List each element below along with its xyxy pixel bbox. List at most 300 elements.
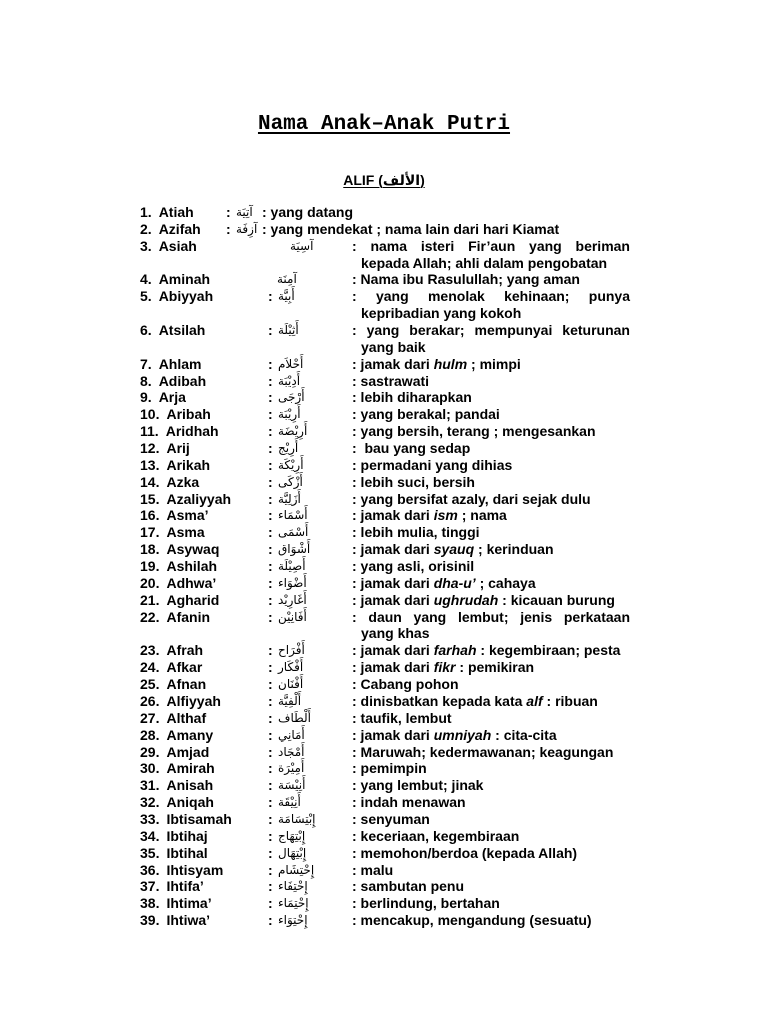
list-item	[0, 794, 768, 811]
entry-name: Asma	[166, 524, 205, 541]
entry-label	[140, 760, 215, 777]
list-item	[0, 204, 768, 221]
separator: :	[268, 490, 273, 507]
meaning-text: : kicauan burung	[498, 591, 615, 608]
meaning-text: : berlindung, bertahan	[352, 895, 500, 912]
meaning-term: hulm	[433, 355, 468, 372]
meaning-line	[352, 406, 500, 423]
entry-label	[140, 811, 232, 828]
meaning-text: : permadani yang dihias	[352, 456, 513, 473]
entry-meaning	[352, 524, 480, 541]
entry-arabic: آسِيَة	[290, 238, 314, 253]
entry-arabic: أَنِيْسَة	[278, 778, 306, 793]
entry-meaning	[352, 676, 459, 693]
meaning-text: : bau yang sedap	[352, 440, 471, 457]
entry-arabic: أَفَانِيْن	[278, 609, 307, 624]
meaning-text: : yang datang	[262, 204, 354, 220]
meaning-line	[352, 895, 500, 912]
meaning-line	[352, 238, 630, 255]
meaning-term: ughrudah	[433, 591, 499, 608]
entry-name: Arja	[158, 389, 186, 406]
entry-arabic: أَفْكَار	[278, 660, 304, 675]
meaning-term: syauq	[433, 541, 475, 558]
entry-meaning	[352, 895, 500, 912]
separator: :	[268, 743, 273, 760]
entry-number: 1.	[140, 204, 152, 220]
entry-meaning	[352, 389, 472, 406]
entry-label	[140, 423, 219, 440]
entry-label	[140, 693, 221, 710]
entry-meaning	[352, 356, 521, 373]
entry-label	[140, 659, 202, 676]
meaning-text: : kegembiraan; pesta	[476, 642, 621, 659]
list-item	[0, 373, 768, 390]
entry-number: 19.	[140, 558, 160, 575]
meaning-line	[352, 912, 592, 929]
list-item	[0, 423, 768, 440]
entry-number: 28.	[140, 726, 160, 743]
entry-label	[140, 204, 194, 221]
entry-meaning	[352, 744, 613, 761]
entry-name: Abiyyah	[158, 288, 214, 305]
entry-meaning	[352, 710, 452, 727]
entry-label	[140, 238, 197, 255]
meaning-line	[352, 760, 427, 777]
meaning-term: dha-u’	[433, 574, 476, 591]
entry-label	[140, 592, 219, 609]
meaning-line	[352, 828, 519, 845]
entry-arabic: أَلْفِيَّة	[278, 693, 302, 708]
entry-arabic: أَصِيْلَة	[278, 559, 306, 574]
entry-meaning	[352, 271, 580, 288]
separator: :	[268, 709, 273, 726]
entry-name: Adhwa’	[166, 574, 217, 591]
entry-label	[140, 862, 223, 879]
meaning-text: : jamak dari	[352, 659, 434, 676]
entry-arabic: آتِيَة	[236, 205, 253, 219]
meaning-text: : lebih diharapkan	[352, 389, 472, 406]
entry-meaning	[352, 322, 630, 356]
entry-meaning	[352, 794, 466, 811]
entry-number: 11.	[140, 423, 159, 440]
list-item	[0, 474, 768, 491]
separator: :	[268, 406, 273, 423]
entry-number: 20.	[140, 574, 160, 591]
name-list	[0, 204, 768, 944]
meaning-text: : pemikiran	[455, 659, 535, 676]
meaning-term: alf	[526, 692, 543, 709]
entry-name: Ibtihal	[166, 844, 208, 861]
separator: :	[268, 440, 273, 457]
entry-name: Ibtisamah	[166, 810, 232, 827]
entry-label	[140, 406, 211, 423]
entry-label	[140, 389, 186, 406]
entry-label	[140, 474, 199, 491]
entry-number: 32.	[140, 794, 160, 811]
meaning-line	[352, 389, 472, 406]
entry-label	[140, 912, 210, 929]
entry-name: Agharid	[166, 591, 220, 608]
meaning-line	[352, 507, 507, 524]
entry-name: Amjad	[166, 743, 210, 760]
separator: :	[268, 912, 273, 929]
section-heading: ALIF (الألف)	[343, 172, 425, 188]
entry-label	[140, 878, 204, 895]
separator: :	[268, 608, 273, 625]
meaning-line	[352, 609, 630, 626]
list-item	[0, 828, 768, 845]
meaning-text: : mencakup, mengandung (sesuatu)	[352, 912, 592, 929]
meaning-line	[352, 474, 475, 491]
entry-label	[140, 373, 206, 390]
entry-name: Asywaq	[166, 541, 220, 558]
meaning-text: : cita-cita	[491, 726, 557, 743]
entry-label	[140, 558, 217, 575]
entry-name: Anisah	[166, 777, 214, 794]
meaning-text: : jamak dari	[352, 574, 434, 591]
entry-label	[140, 777, 213, 794]
meaning-text: : jamak dari	[352, 355, 434, 372]
entry-number: 16.	[140, 507, 160, 524]
entry-arabic: إِحْتِفَاء	[278, 879, 308, 894]
entry-label	[140, 271, 210, 288]
entry-name: Aribah	[166, 406, 211, 423]
meaning-line	[352, 356, 521, 373]
separator: :	[268, 659, 273, 676]
list-item	[0, 862, 768, 879]
entry-name: Adibah	[158, 372, 207, 389]
list-item	[0, 609, 768, 643]
entry-label	[140, 744, 209, 761]
entry-number: 15.	[140, 490, 160, 507]
separator: :	[268, 558, 273, 575]
list-item	[0, 322, 768, 356]
entry-name: Azifah	[158, 220, 201, 237]
entry-number: 7.	[140, 355, 152, 372]
entry-arabic: أَرِيْكَة	[278, 457, 304, 472]
separator: :	[268, 355, 273, 372]
entry-label	[140, 440, 190, 457]
separator: :	[268, 895, 273, 912]
meaning-line	[352, 845, 577, 862]
entry-number: 2.	[140, 220, 152, 237]
list-item	[0, 457, 768, 474]
separator: :	[268, 524, 273, 541]
entry-meaning	[352, 558, 474, 575]
list-item	[0, 541, 768, 558]
meaning-text: : Nama ibu Rasulullah; yang aman	[352, 271, 580, 288]
list-item	[0, 558, 768, 575]
entry-number: 10.	[140, 406, 160, 423]
entry-meaning	[352, 592, 615, 609]
meaning-text: : jamak dari	[352, 541, 434, 558]
meaning-text: kepada Allah; ahli dalam pengobatan	[361, 254, 608, 271]
entry-meaning	[352, 760, 427, 777]
entry-arabic: آزِفَة	[236, 221, 258, 236]
meaning-line	[352, 373, 429, 390]
entry-number: 25.	[140, 676, 160, 693]
meaning-text: yang khas	[361, 625, 430, 642]
meaning-line	[352, 271, 580, 288]
list-item	[0, 710, 768, 727]
meaning-line	[262, 204, 353, 221]
separator: :	[268, 810, 273, 827]
meaning-term: fikr	[433, 659, 456, 676]
entry-number: 13.	[140, 456, 160, 473]
list-item	[0, 288, 768, 322]
meaning-line	[352, 710, 452, 727]
separator: :	[268, 878, 273, 895]
meaning-text: : senyuman	[352, 810, 430, 827]
entry-number: 17.	[140, 524, 160, 541]
entry-number: 9.	[140, 389, 152, 406]
meaning-text: : keceriaan, kegembiraan	[352, 827, 520, 844]
entry-arabic: أَفْنَان	[278, 677, 304, 692]
entry-label	[140, 845, 208, 862]
separator: :	[268, 844, 273, 861]
meaning-line	[352, 862, 393, 879]
list-item	[0, 878, 768, 895]
separator: :	[268, 541, 273, 558]
meaning-line	[352, 676, 459, 693]
entry-arabic: أَلْطَاف	[278, 710, 311, 725]
separator: :	[268, 423, 273, 440]
list-item	[0, 356, 768, 373]
page-title: Nama Anak–Anak Putri	[257, 113, 511, 136]
entry-arabic: أَرِيْضَة	[278, 424, 308, 439]
entry-meaning	[352, 474, 475, 491]
meaning-line	[352, 322, 630, 339]
entry-meaning	[352, 811, 430, 828]
entry-name: Azaliyyah	[166, 490, 232, 507]
list-item	[0, 642, 768, 659]
entry-number: 35.	[140, 844, 160, 861]
entry-arabic: آمِنَة	[277, 272, 297, 287]
entry-arabic: أَفْرَاح	[278, 643, 305, 658]
separator: :	[268, 288, 273, 305]
entry-meaning	[352, 423, 596, 440]
entry-arabic: أَشْوَاق	[278, 542, 311, 557]
entry-name: Asma’	[166, 507, 209, 524]
meaning-term: farhah	[433, 642, 477, 659]
meaning-text: : yang menolak kehinaan; punya	[352, 288, 630, 305]
entry-name: Azka	[166, 473, 200, 490]
list-item	[0, 659, 768, 676]
entry-meaning	[352, 642, 620, 659]
entry-meaning	[352, 727, 557, 744]
entry-arabic: أَبِيَّة	[278, 289, 295, 304]
entry-label	[140, 676, 206, 693]
entry-number: 12.	[140, 440, 160, 457]
entry-name: Atiah	[158, 204, 194, 220]
entry-meaning	[352, 457, 512, 474]
entry-label	[140, 524, 205, 541]
entry-label	[140, 288, 213, 305]
separator: :	[268, 574, 273, 591]
entry-label	[140, 609, 210, 626]
entry-name: Afkar	[166, 659, 203, 676]
list-item	[0, 727, 768, 744]
entry-label	[140, 491, 231, 508]
list-item	[0, 406, 768, 423]
meaning-text: : yang berakal; pandai	[352, 406, 500, 423]
meaning-line	[352, 491, 591, 508]
entry-name: Arij	[166, 440, 190, 457]
separator: :	[268, 861, 273, 878]
entry-meaning	[352, 373, 429, 390]
meaning-text: ; mimpi	[467, 355, 521, 372]
meaning-text: : daun yang lembut; jenis perkataan	[352, 608, 630, 625]
separator: :	[268, 777, 273, 794]
entry-arabic: إِحْتِمَاء	[278, 896, 309, 911]
meaning-line	[352, 339, 630, 356]
entry-name: Ihtiwa’	[166, 912, 211, 929]
list-item	[0, 744, 768, 761]
meaning-text: : dinisbatkan kepada kata	[352, 692, 527, 709]
meaning-text: : yang bersifat azaly, dari sejak dulu	[352, 490, 591, 507]
entry-label	[140, 794, 214, 811]
meaning-line	[352, 457, 512, 474]
entry-meaning	[352, 406, 500, 423]
entry-label	[140, 322, 205, 339]
meaning-text: : malu	[352, 861, 394, 878]
list-item	[0, 895, 768, 912]
entry-name: Althaf	[166, 709, 207, 726]
entry-label	[140, 895, 212, 912]
meaning-line	[352, 878, 464, 895]
entry-number: 34.	[140, 827, 160, 844]
entry-number: 31.	[140, 777, 160, 794]
meaning-text: : memohon/berdoa (kepada Allah)	[352, 844, 578, 861]
meaning-text: : yang lembut; jinak	[352, 777, 484, 794]
entry-meaning	[352, 507, 507, 524]
entry-name: Atsilah	[158, 322, 206, 339]
meaning-text: : pemimpin	[352, 760, 427, 777]
meaning-line	[352, 727, 557, 744]
entry-arabic: أَدِيْبَة	[278, 373, 301, 388]
meaning-line	[352, 693, 598, 710]
entry-arabic: أَحْلاَم	[278, 356, 304, 371]
meaning-text: : taufik, lembut	[352, 709, 452, 726]
meaning-text: kepribadian yang kokoh	[361, 305, 522, 322]
meaning-line	[352, 440, 470, 457]
meaning-text: : lebih suci, bersih	[352, 473, 475, 490]
entry-arabic: أَمَانِي	[278, 727, 305, 742]
meaning-line	[352, 794, 466, 811]
separator: :	[268, 456, 273, 473]
entry-meaning	[262, 204, 353, 221]
meaning-text: : sastrawati	[352, 372, 430, 389]
meaning-line	[352, 255, 630, 272]
list-item	[0, 811, 768, 828]
meaning-line	[262, 221, 559, 238]
entry-number: 3.	[140, 237, 152, 254]
entry-meaning	[352, 912, 592, 929]
entry-number: 6.	[140, 322, 152, 339]
entry-number: 27.	[140, 709, 160, 726]
entry-name: Afnan	[166, 676, 207, 693]
meaning-text: : ribuan	[542, 692, 598, 709]
entry-name: Ihtisyam	[166, 861, 224, 878]
entry-meaning	[352, 288, 630, 322]
meaning-line	[352, 642, 620, 659]
separator: :	[268, 473, 273, 490]
entry-arabic: أَنِيْقَة	[278, 795, 301, 810]
entry-number: 18.	[140, 541, 160, 558]
entry-meaning	[352, 541, 554, 558]
entry-label	[140, 828, 208, 845]
meaning-text: : nama isteri Fir’aun yang beriman	[352, 237, 630, 254]
list-item	[0, 491, 768, 508]
entry-name: Ihtifa’	[166, 878, 204, 895]
meaning-text: ; kerinduan	[474, 541, 554, 558]
entry-number: 22.	[140, 608, 160, 625]
meaning-text: : Cabang pohon	[352, 676, 459, 693]
list-item	[0, 507, 768, 524]
separator: :	[268, 372, 273, 389]
entry-number: 36.	[140, 861, 160, 878]
entry-meaning	[262, 221, 559, 238]
meaning-text: ; nama	[457, 507, 507, 524]
entry-arabic: أَمْجَاد	[278, 744, 305, 759]
entry-label	[140, 507, 209, 524]
entry-arabic: أَضْوَاء	[278, 575, 307, 590]
meaning-text: : jamak dari	[352, 507, 434, 524]
entry-number: 33.	[140, 810, 160, 827]
list-item	[0, 845, 768, 862]
meaning-line	[352, 659, 534, 676]
list-item	[0, 592, 768, 609]
meaning-text: : yang asli, orisinil	[352, 558, 475, 575]
entry-arabic: إِحْتِوَاء	[278, 913, 308, 928]
list-item	[0, 221, 768, 238]
meaning-line	[352, 524, 480, 541]
list-item	[0, 676, 768, 693]
list-item	[0, 777, 768, 794]
entry-name: Arikah	[166, 456, 211, 473]
meaning-text: : yang bersih, terang ; mengesankan	[352, 423, 596, 440]
entry-number: 26.	[140, 692, 160, 709]
entry-arabic: أَزْكَى	[278, 474, 303, 489]
entry-label	[140, 575, 216, 592]
entry-arabic: إِحْتِشَام	[278, 862, 315, 877]
meaning-term: ism	[433, 507, 458, 524]
meaning-text: : Maruwah; kedermawanan; keagungan	[352, 743, 614, 760]
entry-meaning	[352, 845, 577, 862]
meaning-line	[352, 625, 630, 642]
meaning-text: : indah menawan	[352, 794, 466, 811]
entry-name: Asiah	[158, 237, 197, 254]
separator: :	[268, 507, 273, 524]
meaning-line	[352, 423, 596, 440]
meaning-text: : jamak dari	[352, 726, 434, 743]
entry-arabic: أَسْمَاء	[278, 508, 308, 523]
entry-label	[140, 221, 201, 238]
entry-name: Afanin	[166, 608, 211, 625]
meaning-line	[352, 541, 554, 558]
entry-label	[140, 642, 203, 659]
separator: :	[268, 794, 273, 811]
entry-arabic: أَزَلِيَّة	[278, 491, 301, 506]
meaning-text: : yang berakar; mempunyai keturunan	[352, 322, 630, 339]
meaning-line	[352, 575, 536, 592]
entry-label	[140, 457, 210, 474]
entry-arabic: أَمِيْرَة	[278, 761, 305, 776]
list-item	[0, 389, 768, 406]
entry-number: 38.	[140, 895, 160, 912]
separator: :	[268, 389, 273, 406]
entry-meaning	[352, 491, 591, 508]
